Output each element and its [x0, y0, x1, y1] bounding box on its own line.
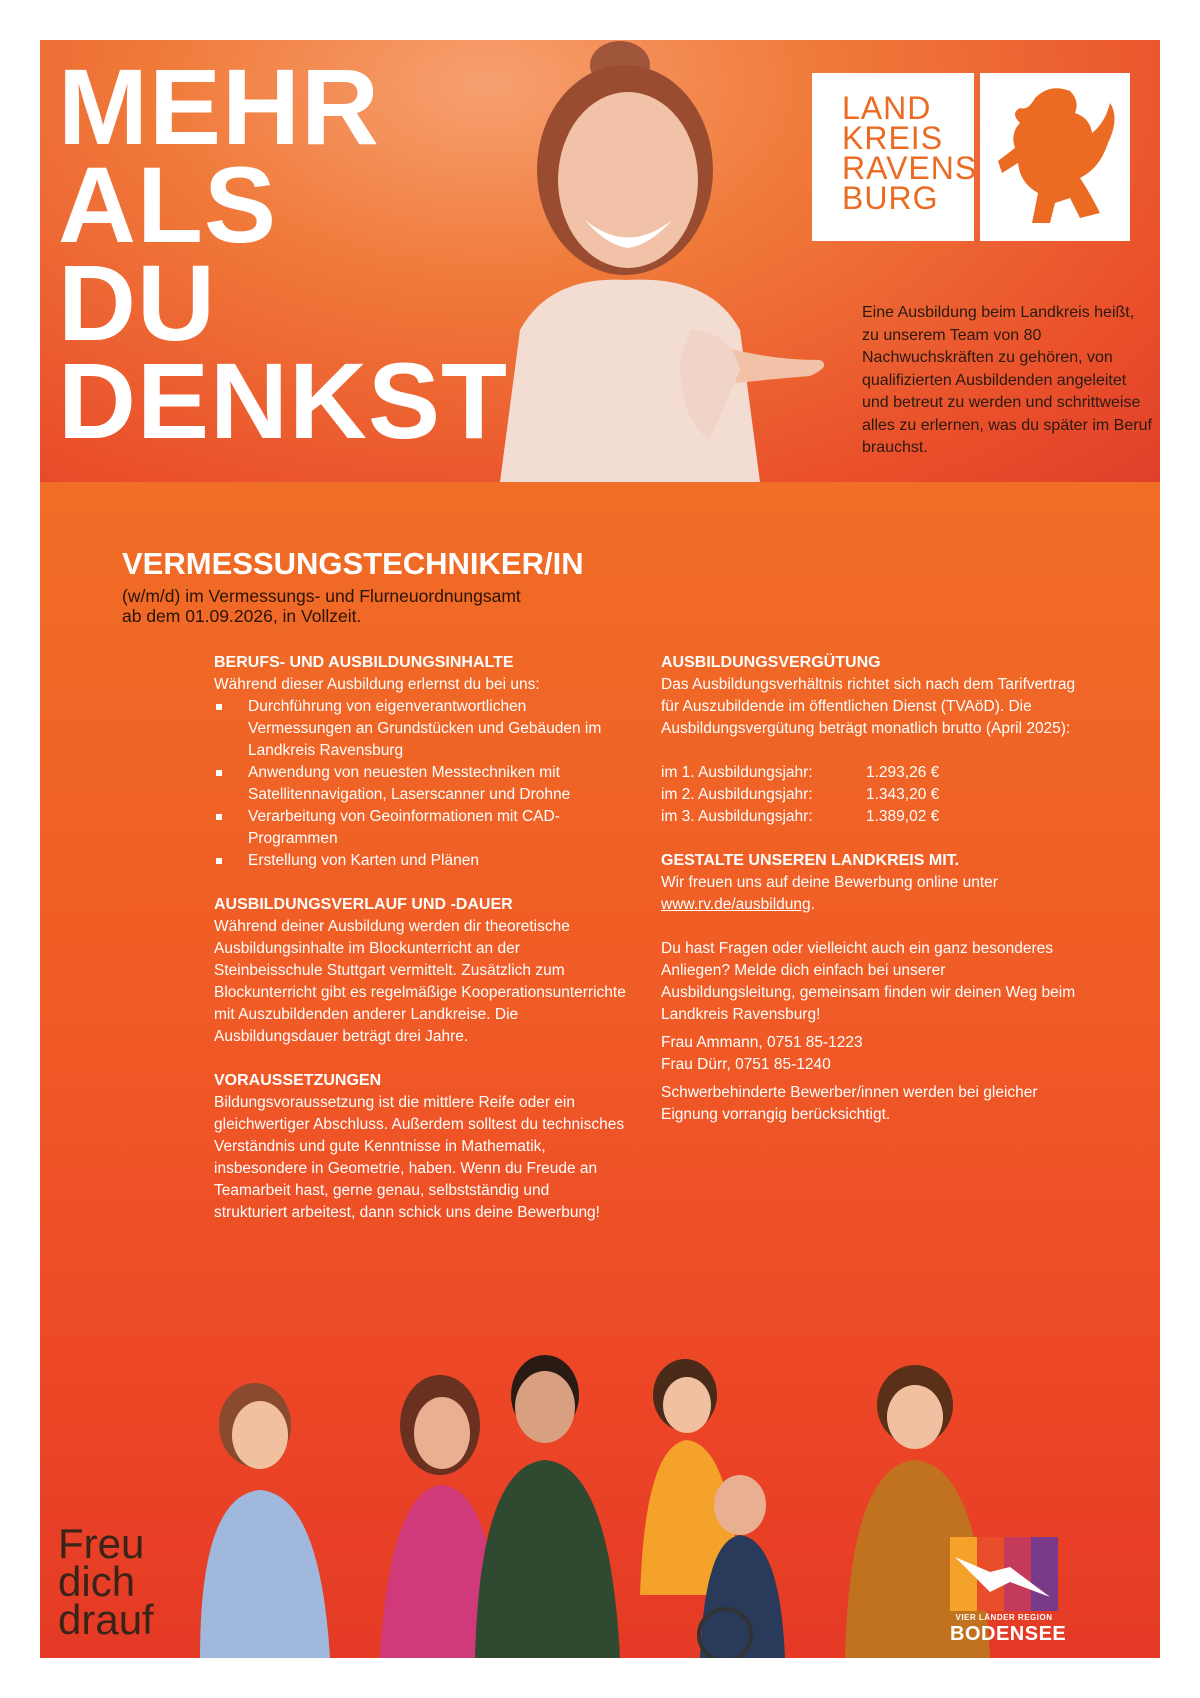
region-subtitle: VIER LÄNDER REGION [955, 1613, 1053, 1622]
salary-value: 1.389,02 € [866, 808, 940, 825]
disability-note: Schwerbehinderte Bewerber/innen werden bei gleicher Eignung vorrangig berücksichtigt. [661, 1084, 1038, 1123]
contact-person: Frau Dürr, 0751 85-1240 [661, 1056, 831, 1073]
logo-text: BURG [842, 180, 939, 216]
salary-value: 1.293,26 € [866, 764, 940, 781]
salary-row [661, 806, 1081, 828]
headline [58, 46, 509, 461]
landkreis-logo [812, 73, 1130, 241]
contact-person: Frau Ammann, 0751 85-1223 [661, 1034, 863, 1051]
right-column [661, 652, 1081, 1126]
job-subtitle-line: ab dem 01.09.2026, in Vollzeit. [122, 606, 362, 626]
application-link[interactable]: www.rv.de/ausbildung [661, 896, 811, 913]
headline-line: ALS [58, 144, 277, 265]
section-intro: Während dieser Ausbildung erlernst du bei uns: [214, 676, 540, 693]
content-list [214, 696, 626, 872]
headline-line: DU [58, 242, 216, 363]
salary-row [661, 762, 1081, 784]
headline-line: DENKST [58, 340, 509, 461]
salary-value: 1.343,20 € [866, 786, 940, 803]
salary-label: im 1. Ausbildungsjahr: [661, 764, 813, 781]
job-subtitle [122, 586, 521, 626]
hero-banner [40, 40, 1160, 482]
section-heading: GESTALTE UNSEREN LANDKREIS MIT. [661, 852, 960, 869]
salary-row [661, 784, 1081, 806]
list-item: Durchführung von eigenverantwortlichen Vermessungen an Grundstücken und Gebäuden im Landkreis Ravensburg [214, 696, 626, 762]
section-text: Bildungsvoraussetzung ist die mittlere Reife oder ein gleichwertiger Abschluss. Außerdem solltest du technisches Verständnis und gute Kenntnisse in Mathematik, insbesondere in Geometrie, haben. Wenn du Freude an Teamarbeit hast, gerne genau, selbstständig und strukturiert arbeitest, dann schick uns deine Bewerbung! [214, 1094, 625, 1221]
lion-icon [980, 73, 1130, 241]
job-poster [40, 40, 1160, 1658]
list-item: Erstellung von Karten und Plänen [214, 850, 626, 872]
bodensee-logo [950, 1537, 1067, 1647]
section-heading: AUSBILDUNGSVERGÜTUNG [661, 654, 881, 671]
hero-person-photo [460, 40, 850, 482]
slogan-line: drauf [58, 1596, 154, 1643]
job-subtitle-line: (w/m/d) im Vermessungs- und Flurneuordnungsamt [122, 586, 521, 606]
left-column [214, 652, 626, 1224]
region-title: BODENSEE [950, 1623, 1067, 1645]
slogan [58, 1520, 154, 1643]
section-heading: AUSBILDUNGSVERLAUF UND -DAUER [214, 896, 513, 913]
section-heading: VORAUSSETZUNGEN [214, 1072, 382, 1089]
apply-text [661, 872, 1081, 916]
section-text: Das Ausbildungsverhältnis richtet sich nach dem Tarifvertrag für Auszubildende im öffentlichen Dienst (TVAöD). Die Ausbildungsvergütung beträgt monatlich brutto (April 2025): [661, 676, 1076, 737]
group-photo [180, 1315, 1000, 1658]
section-text: Während deiner Ausbildung werden dir theoretische Ausbildungsinhalte im Blockunterricht an der Steinbeisschule Stuttgart vermittelt. Zusätzlich zum Blockunterricht gibt es regelmäßige Kooperationsunterrichte mit Auszubildenden anderer Landkreise. Die Ausbildungsdauer beträgt drei Jahre. [214, 918, 626, 1045]
section-heading: BERUFS- UND AUSBILDUNGSINHALTE [214, 654, 514, 671]
slogan-line: dich [58, 1558, 136, 1605]
apply-intro: Wir freuen uns auf deine Bewerbung online unter [661, 874, 998, 891]
list-item: Verarbeitung von Geoinformationen mit CAD-Programmen [214, 806, 626, 850]
salary-label: im 3. Ausbildungsjahr: [661, 808, 813, 825]
slogan-line: Freu [58, 1520, 145, 1567]
questions-text: Du hast Fragen oder vielleicht auch ein ganz besonderes Anliegen? Melde dich einfach bei unserer Ausbildungsleitung, gemeinsam finden wir deinen Weg beim Landkreis Ravensburg! [661, 940, 1076, 1023]
hero-intro-text: Eine Ausbildung beim Landkreis heißt, zu unserem Team von 80 Nachwuchskräften zu gehören, von qualifizierten Ausbildenden angeleitet und betreut zu werden und schrittweise alles zu erlernen, was du später im Beruf brauchst. [862, 304, 1152, 456]
logo-text: LAND [842, 90, 932, 126]
bodensee-logo-mark [950, 1537, 1058, 1611]
list-item: Anwendung von neuesten Messtechniken mit Satellitennavigation, Laserscanner und Drohne [214, 762, 626, 806]
headline-line: MEHR [58, 46, 380, 167]
salary-label: im 2. Ausbildungsjahr: [661, 786, 813, 803]
job-title: VERMESSUNGSTECHNIKER/IN [122, 546, 584, 581]
logo-text: RAVENS [842, 150, 978, 186]
link-suffix: . [810, 896, 815, 913]
logo-text: KREIS [842, 120, 944, 156]
